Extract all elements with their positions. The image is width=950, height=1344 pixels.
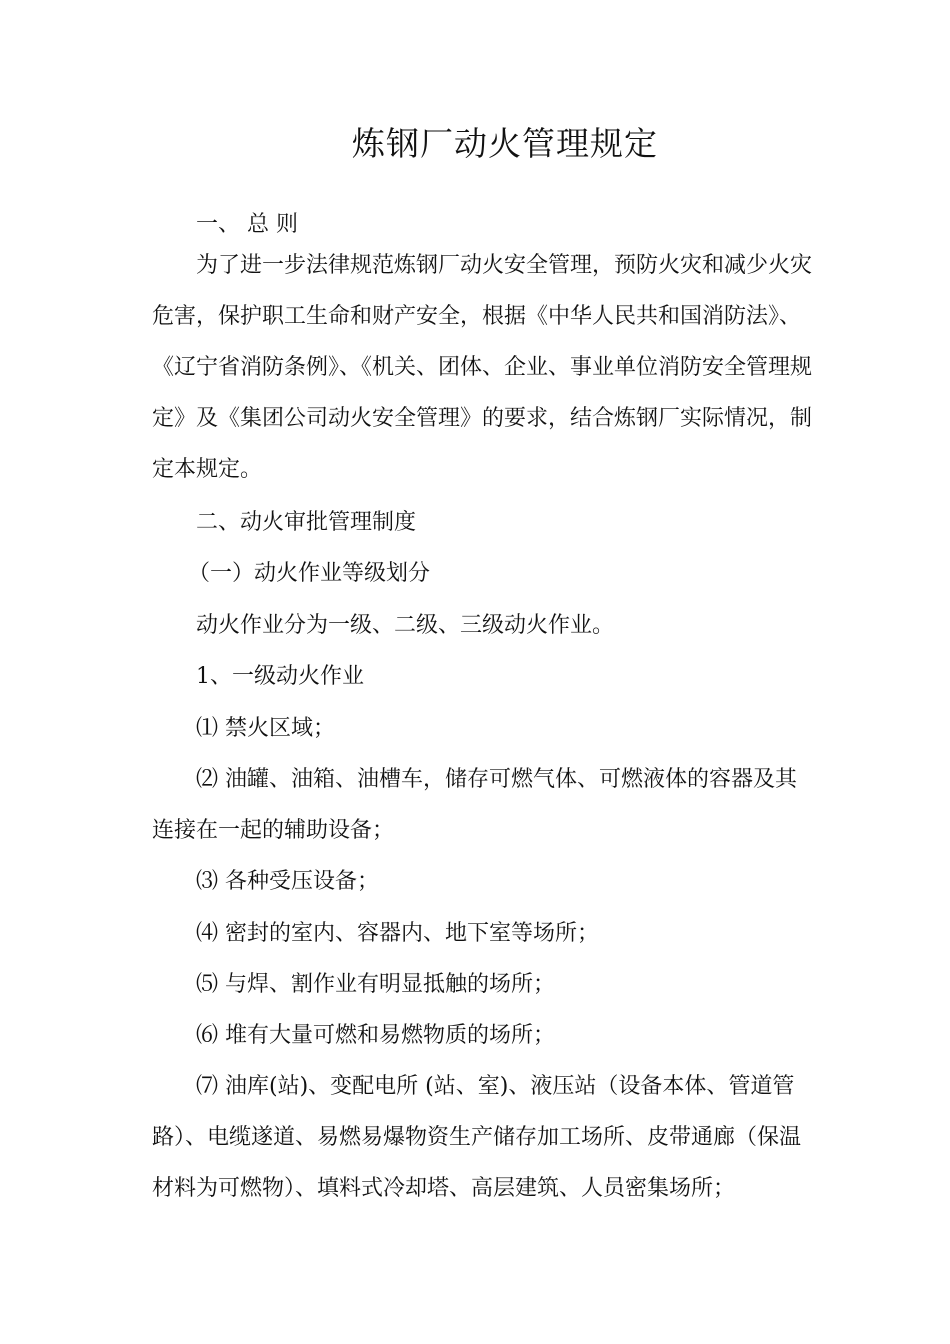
list-item: ⑺ 油库(站)、变配电所 (站、室)、液压站（设备本体、管道管路）、电缆遂道、易燃易爆物资生产储存加工场所、皮带通廊（保温材料为可燃物）、填料式冷却塔、高层建筑、人员密集场所； [152,1074,802,1201]
list-item: ⑸ 与焊、割作业有明显抵触的场所； [196,972,555,997]
level1-heading: 1、一级动火作业 [196,664,364,689]
list-item: ⑵ 油罐、油箱、油槽车，储存可燃气体、可燃液体的容器及其连接在一起的辅助设备； [152,767,797,843]
list-item: ⑶ 各种受压设备； [196,869,379,894]
section-heading-general: 一、 总 则 [196,212,298,237]
document-title: 炼钢厂动火管理规定 [352,124,658,163]
subsection-heading-levels: （一）动火作业等级划分 [188,561,431,586]
levels-intro-paragraph: 动火作业分为一级、二级、三级动火作业。 [196,613,615,638]
section-heading-approval: 二、动火审批管理制度 [196,510,417,535]
list-item: ⑷ 密封的室内、容器内、地下室等场所； [196,921,599,946]
list-item: ⑴ 禁火区域； [196,716,335,741]
list-item: ⑹ 堆有大量可燃和易燃物质的场所； [196,1023,555,1048]
general-body-paragraph: 为了进一步法律规范炼钢厂动火安全管理，预防火灾和减少火灾危害，保护职工生命和财产安全，根据《中华人民共和国消防法》、《辽宁省消防条例》、《机关、团体、企业、事业单位消防安全管理规定》及《集团公司动火安全管理》的要求，结合炼钢厂实际情况，制定本规定。 [152,253,813,482]
